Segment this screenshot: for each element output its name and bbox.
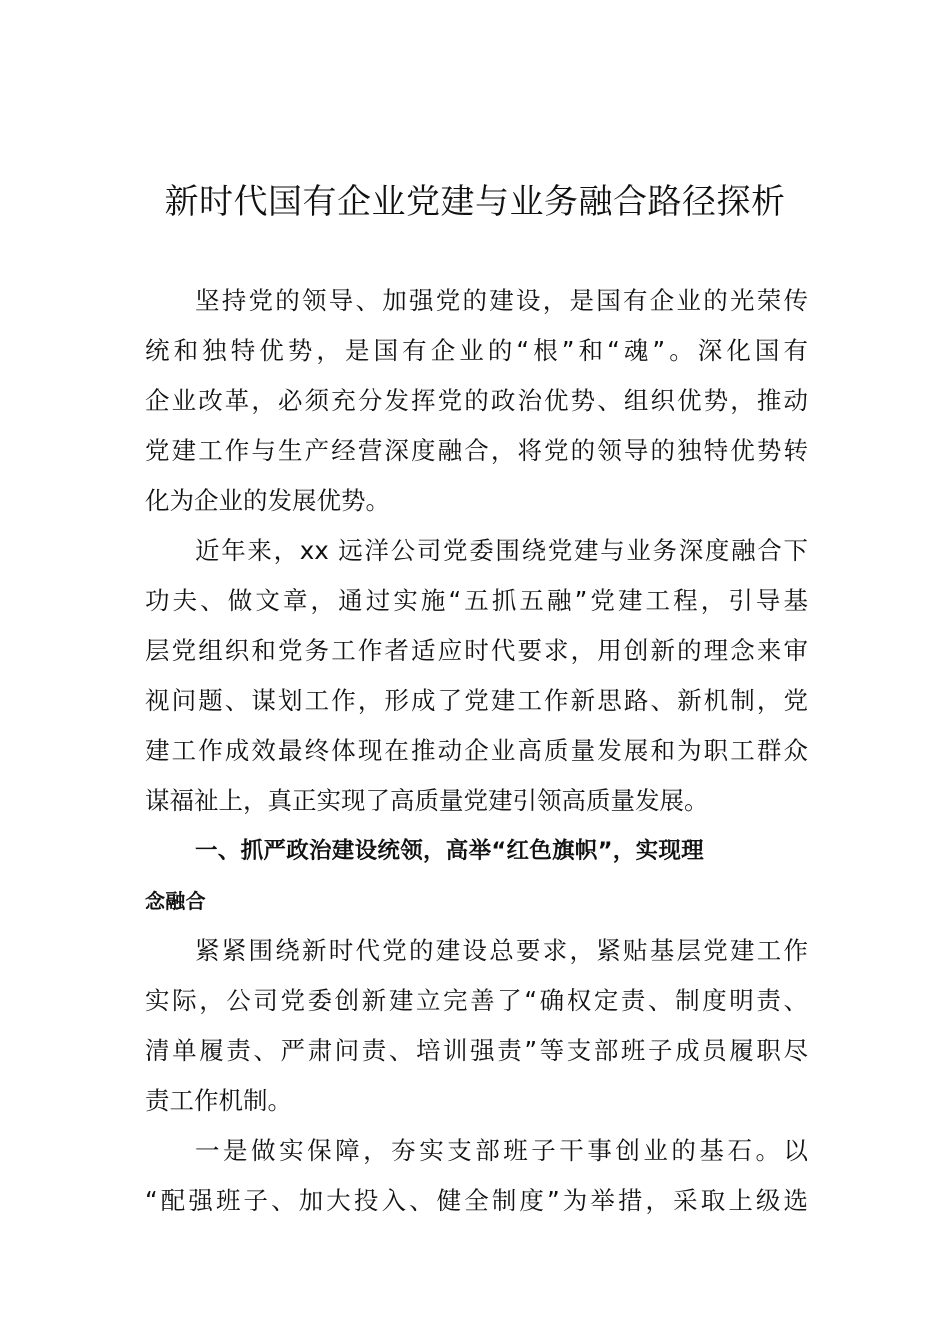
- document-title: 新时代国有企业党建与业务融合路径探析: [164, 182, 786, 222]
- section-heading-line-1: 一、抓严政治建设统领，高举“红色旗帜”，实现理: [195, 838, 704, 864]
- paragraph-2-line-6: 谋福祉上，真正实现了高质量党建引领高质量发展。: [145, 786, 709, 815]
- paragraph-2-line-1: 近年来，xx 远洋公司党委围绕党建与业务深度融合下: [195, 536, 808, 565]
- paragraph-1-line-1: 坚持党的领导、加强党的建设，是国有企业的光荣传: [195, 286, 808, 315]
- paragraph-4-line-1: 一是做实保障，夯实支部班子干事创业的基石。以: [195, 1136, 808, 1165]
- paragraph-3-line-3: 清单履责、严肃问责、培训强责”等支部班子成员履职尽: [145, 1036, 808, 1065]
- section-heading-line-2: 念融合: [145, 889, 206, 913]
- paragraph-1-line-5: 化为企业的发展优势。: [145, 486, 390, 515]
- paragraph-3-line-1: 紧紧围绕新时代党的建设总要求，紧贴基层党建工作: [195, 936, 808, 965]
- paragraph-3-line-2: 实际，公司党委创新建立完善了“确权定责、制度明责、: [145, 986, 808, 1015]
- paragraph-2-line-3: 层党组织和党务工作者适应时代要求，用创新的理念来审: [145, 636, 808, 665]
- paragraph-2-line-5: 建工作成效最终体现在推动企业高质量发展和为职工群众: [145, 736, 808, 765]
- paragraph-1-line-3: 企业改革，必须充分发挥党的政治优势、组织优势，推动: [145, 386, 808, 415]
- paragraph-1-line-4: 党建工作与生产经营深度融合，将党的领导的独特优势转: [145, 436, 808, 465]
- paragraph-4-line-2: “配强班子、加大投入、健全制度”为举措，采取上级选: [145, 1186, 808, 1215]
- paragraph-2-line-4: 视问题、谋划工作，形成了党建工作新思路、新机制，党: [145, 686, 808, 715]
- paragraph-2-line-2: 功夫、做文章，通过实施“五抓五融”党建工程，引导基: [145, 586, 808, 615]
- paragraph-1-line-2: 统和独特优势，是国有企业的“根”和“魂”。深化国有: [145, 336, 808, 365]
- paragraph-3-line-4: 责工作机制。: [145, 1086, 292, 1115]
- document-body: [145, 276, 808, 1226]
